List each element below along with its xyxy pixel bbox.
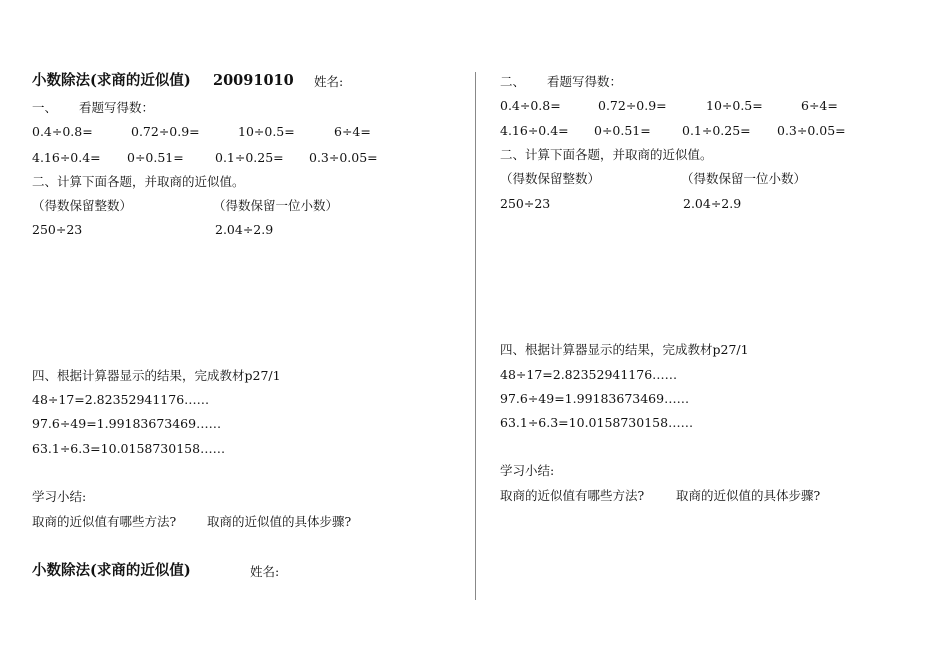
problem: 0÷0.51= <box>594 123 651 138</box>
problem: 0÷0.51= <box>127 150 184 165</box>
section-2-note-one-decimal: （得数保留一位小数） <box>681 171 807 186</box>
section-2-note-integer: （得数保留整数） <box>32 198 133 213</box>
section-1-number: 一、 <box>32 100 58 115</box>
worksheet-date: 20091010 <box>213 72 294 89</box>
section-2-note-one-decimal: （得数保留一位小数） <box>213 198 339 213</box>
problem: 6÷4= <box>334 124 371 139</box>
section-2-title: 二、计算下面各题，并取商的近似值。 <box>32 174 245 189</box>
section-2-problem-1: 250÷23 <box>500 196 551 211</box>
section-2-note-integer: （得数保留整数） <box>500 171 601 186</box>
problem: 0.1÷0.25= <box>215 150 284 165</box>
problem: 0.72÷0.9= <box>131 124 200 139</box>
column-divider <box>475 72 476 600</box>
calculator-line: 63.1÷6.3=10.0158730158…… <box>32 441 226 456</box>
section-1-title: 看题写得数： <box>79 100 155 115</box>
problem: 0.3÷0.05= <box>309 150 378 165</box>
section-4-title: 四、根据计算器显示的结果，完成教材p27/1 <box>32 368 281 383</box>
section-1-number: 二、 <box>500 74 526 89</box>
problem: 10÷0.5= <box>706 98 763 113</box>
name-label-2: 姓名: <box>250 564 280 579</box>
problem: 4.16÷0.4= <box>32 150 101 165</box>
problem: 0.4÷0.8= <box>32 124 93 139</box>
problem: 0.1÷0.25= <box>682 123 751 138</box>
problem: 0.4÷0.8= <box>500 98 561 113</box>
problem: 0.3÷0.05= <box>777 123 846 138</box>
summary-label: 学习小结: <box>32 489 87 504</box>
section-2-problem-1: 250÷23 <box>32 222 83 237</box>
summary-question-2: 取商的近似值的具体步骤? <box>207 514 352 529</box>
problem: 10÷0.5= <box>238 124 295 139</box>
section-1-title: 看题写得数： <box>547 74 623 89</box>
worksheet-title-2: 小数除法(求商的近似值) <box>32 562 191 579</box>
problem: 4.16÷0.4= <box>500 123 569 138</box>
summary-question-2: 取商的近似值的具体步骤? <box>676 488 821 503</box>
section-2-title: 二、计算下面各题，并取商的近似值。 <box>500 147 713 162</box>
calculator-line: 63.1÷6.3=10.0158730158…… <box>500 415 694 430</box>
calculator-line: 48÷17=2.82352941176…… <box>500 367 678 382</box>
calculator-line: 48÷17=2.82352941176…… <box>32 392 210 407</box>
name-label: 姓名: <box>314 74 344 89</box>
summary-label: 学习小结: <box>500 463 555 478</box>
summary-question-1: 取商的近似值有哪些方法? <box>32 514 177 529</box>
worksheet-title: 小数除法(求商的近似值) <box>32 72 191 89</box>
section-2-problem-2: 2.04÷2.9 <box>215 222 274 237</box>
calculator-line: 97.6÷49=1.99183673469…… <box>32 416 222 431</box>
problem: 0.72÷0.9= <box>598 98 667 113</box>
summary-question-1: 取商的近似值有哪些方法? <box>500 488 645 503</box>
problem: 6÷4= <box>801 98 838 113</box>
section-2-problem-2: 2.04÷2.9 <box>683 196 742 211</box>
calculator-line: 97.6÷49=1.99183673469…… <box>500 391 690 406</box>
section-4-title: 四、根据计算器显示的结果，完成教材p27/1 <box>500 342 749 357</box>
